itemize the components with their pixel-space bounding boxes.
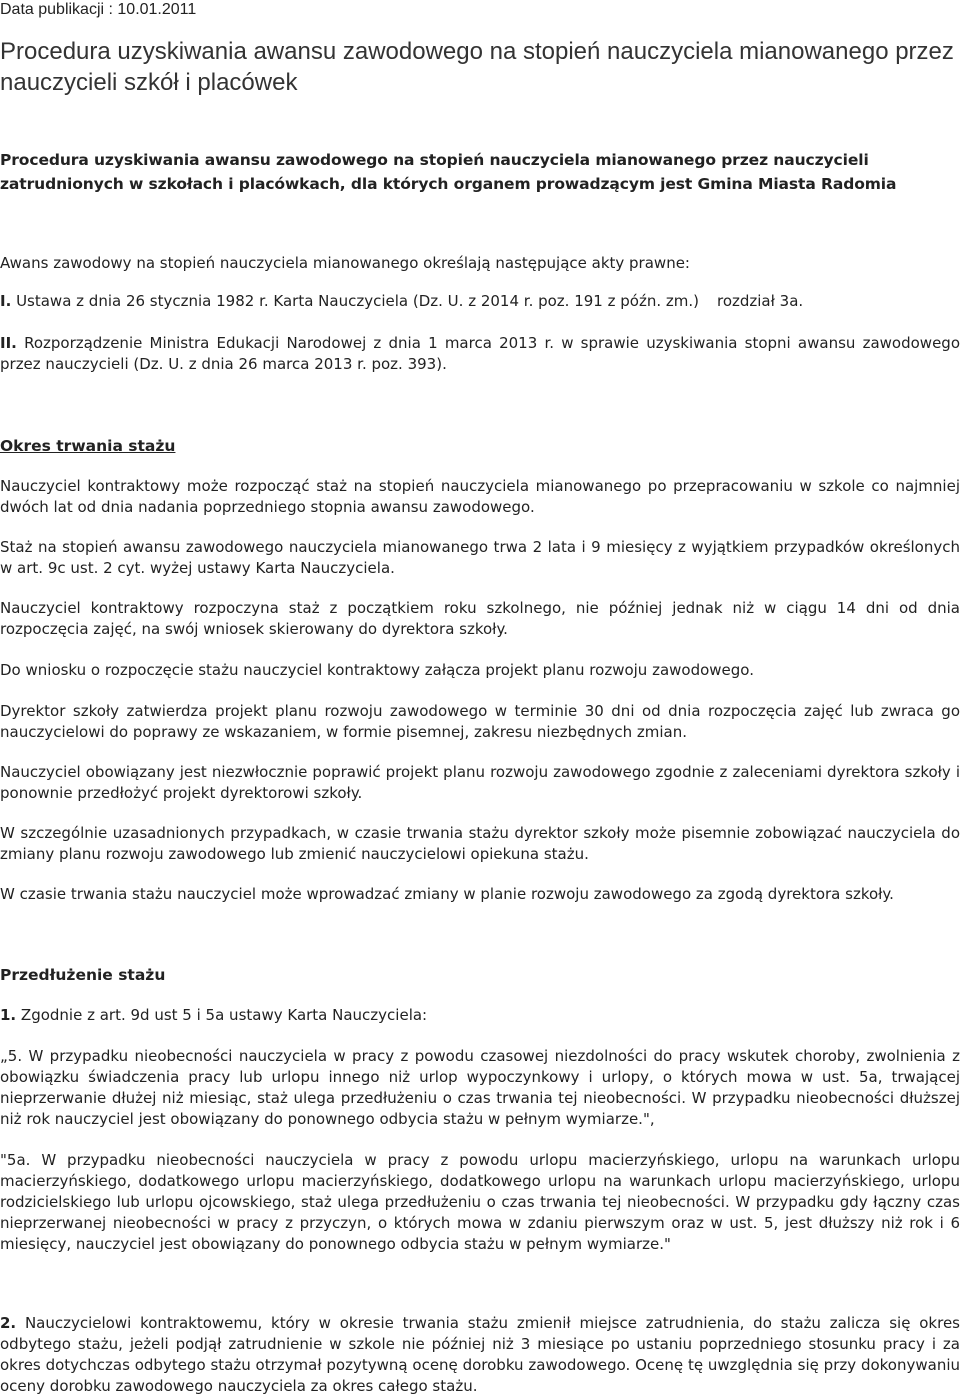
point-2-number: 2. xyxy=(0,1314,17,1332)
section-heading-przedluzenie: Przedłużenie stażu xyxy=(0,966,166,984)
legal-intro: Awans zawodowy na stopień nauczyciela mianowanego określają następujące akty prawne: xyxy=(0,254,690,272)
okres-paragraph: Do wniosku o rozpoczęcie stażu nauczyciel kontraktowy załącza projekt planu rozwoju zawodowego. xyxy=(0,661,754,679)
legal-act-1-suffix: rozdział 3a. xyxy=(716,292,804,310)
legal-act-2-text: Rozporządzenie Ministra Edukacji Narodowej z dnia 1 marca 2013 r. w sprawie uzyskiwania stopni awansu zawodowego przez nauczycieli (Dz. U. z dnia 26 marca 2013 r. poz. 393). xyxy=(0,334,960,373)
procedure-subtitle: Procedura uzyskiwania awansu zawodowego na stopień nauczyciela mianowanego przez nauczycieli zatrudnionych w szkołach i placówkach, dla których organem prowadzącym jest Gmina Miasta Radomia xyxy=(0,151,897,193)
przedluzenie-point-2 xyxy=(0,1313,960,1397)
przedluzenie-point-1 xyxy=(0,1005,960,1026)
legal-act-2 xyxy=(0,333,960,375)
okres-paragraph: W czasie trwania stażu nauczyciel może wprowadzać zmiany w planie rozwoju zawodowego za zgodą dyrektora szkoły. xyxy=(0,885,894,903)
legal-act-1-number: I. xyxy=(0,292,12,310)
point-1-text: Zgodnie z art. 9d ust 5 i 5a ustawy Karta Nauczyciela: xyxy=(20,1006,428,1024)
okres-paragraph: W szczególnie uzasadnionych przypadkach, w czasie trwania stażu dyrektor szkoły może pisemnie zobowiązać nauczyciela do zmiany planu rozwoju zawodowego lub zmienić nauczycielowi opiekuna stażu. xyxy=(0,824,960,863)
okres-paragraph: Nauczyciel obowiązany jest niezwłocznie poprawić projekt planu rozwoju zawodowego zgodnie z zaleceniami dyrektora szkoły i ponownie przedłożyć projekt dyrektorowi szkoły. xyxy=(0,763,960,802)
okres-paragraph: Staż na stopień awansu zawodowego nauczyciela mianowanego trwa 2 lata i 9 miesięcy z wyjątkiem przypadków określonych w art. 9c ust. 2 cyt. wyżej ustawy Karta Nauczyciela. xyxy=(0,538,960,577)
okres-paragraph: Nauczyciel kontraktowy może rozpocząć staż na stopień nauczyciela mianowanego po przepracowaniu w szkole co najmniej dwóch lat od dnia nadania poprzedniego stopnia awansu zawodowego. xyxy=(0,477,960,516)
legal-act-2-number: II. xyxy=(0,334,17,352)
quote-ust-5a: "5a. W przypadku nieobecności nauczyciela w pracy z powodu urlopu macierzyńskiego, urlopu na warunkach urlopu macierzyńskiego, dodatkowego urlopu macierzyńskiego, dodatkowego urlopu na warunkach urlopu macierzyńskiego, urlopu rodzicielskiego lub urlopu ojcowskiego, staż ulega przedłużeniu o czas trwania tej nieobecności. W przypadku gdy łączny czas nieprzerwanej nieobecności w pracy z przyczyn, o których mowa w zdaniu pierwszym oraz w ust. 5, jest dłuższy niż rok i 6 miesięcy, nauczyciel jest obowiązany do ponownego odbycia stażu w pełnym wymiarze." xyxy=(0,1151,960,1253)
legal-act-1-text: Ustawa z dnia 26 stycznia 1982 r. Karta Nauczyciela (Dz. U. z 2014 r. poz. 191 z późn. zm.) xyxy=(16,292,699,310)
publication-date: Data publikacji : 10.01.2011 xyxy=(0,1,197,18)
point-2-text: Nauczycielowi kontraktowemu, który w okresie trwania stażu zmienił miejsce zatrudnienia, do stażu zalicza się okres odbytego stażu, jeżeli podjął zatrudnienie w szkole nie później niż 3 miesiące po ustaniu poprzedniego stosunku pracy i za okres dotychczas odbytego stażu otrzymał pozytywną ocenę dorobku zawodowego. Ocenę tę uwzględnia się przy dokonywaniu oceny dorobku zawodowego nauczyciela za okres całego stażu. xyxy=(0,1314,960,1395)
okres-paragraph: Dyrektor szkoły zatwierdza projekt planu rozwoju zawodowego w terminie 30 dni od dnia rozpoczęcia zajęć lub zwraca go nauczycielowi do poprawy ze wskazaniem, w formie pisemnej, zakresu niezbędnych zmian. xyxy=(0,702,960,741)
page-title: Procedura uzyskiwania awansu zawodowego na stopień nauczyciela mianowanego przez nauczycieli szkół i placówek xyxy=(0,38,954,96)
legal-act-1 xyxy=(0,291,960,312)
quote-ust-5: „5. W przypadku nieobecności nauczyciela w pracy z powodu czasowej niezdolności do pracy wskutek choroby, zwolnienia z obowiązku świadczenia pracy lub urlopu innego niż urlop wypoczynkowy i urlopy, o których mowa w ust. 5a, trwającej nieprzerwanie dłużej niż miesiąc, staż ulega przedłużeniu o czas trwania tej nieobecności. W przypadku nieobecności dłuższej niż rok nauczyciel jest obowiązany do ponownego odbycia stażu w pełnym wymiarze.", xyxy=(0,1047,960,1128)
okres-paragraph: Nauczyciel kontraktowy rozpoczyna staż z początkiem roku szkolnego, nie później jednak niż w ciągu 14 dni od dnia rozpoczęcia zajęć, na swój wniosek skierowany do dyrektora szkoły. xyxy=(0,599,960,638)
section-heading-okres: Okres trwania stażu xyxy=(0,437,176,455)
point-1-number: 1. xyxy=(0,1006,17,1024)
